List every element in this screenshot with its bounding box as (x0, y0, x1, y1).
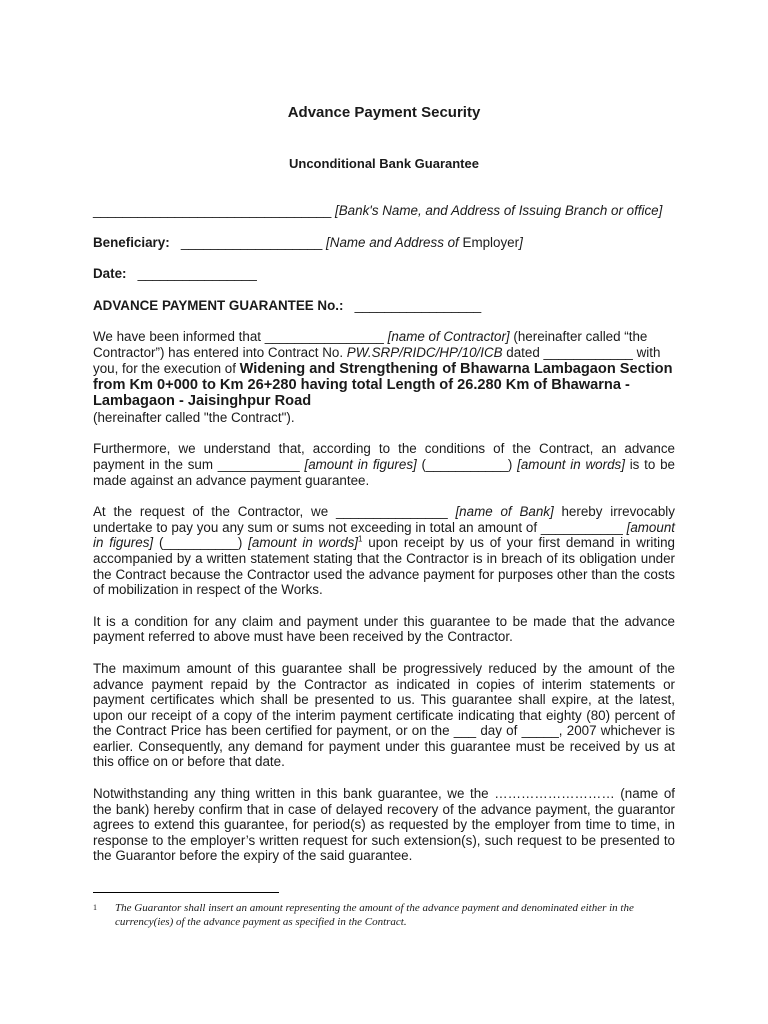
beneficiary-blank: ___________________ (169, 234, 327, 250)
para3-bank-hint: [name of Bank] (455, 504, 554, 520)
para2-text-2: (___________) (416, 456, 518, 472)
para3-text-5: upon receipt by us of your first demand in writing accompanied by a written statement stating that the Contractor is in breach of its obligation under the Contract because the Contractor used the advance payment for purposes other than the costs of mobilization in respect of the Works. (93, 535, 675, 598)
beneficiary-hint-end: ] (519, 234, 523, 250)
document-body (93, 203, 675, 880)
para1-text-3: dated ____________ with you, for the execution of (93, 344, 661, 376)
beneficiary-label: Beneficiary: (93, 234, 170, 250)
para2-figures-hint: [amount in figures] (304, 456, 417, 472)
footnote (93, 901, 675, 929)
guarantee-number-blank: _________________ (343, 297, 482, 313)
paragraph-request (93, 504, 675, 598)
para1-project-name: Widening and Strengthening of Bhawarna Lambagaon Section from Km 0+000 to Km 26+280 having total Length of 26.280 Km of Bhawarna - Lambagaon - Jaisinghpur Road (93, 360, 673, 410)
paragraph-notwithstanding: Notwithstanding any thing written in this bank guarantee, we the ……………………… (name of the bank) hereby confirm that in case of delayed recovery of the advance payment, the guarantor agrees to extend this guarantee, for period(s) as requested by the employer from time to time, in response to the employer’s written request for such extension(s), such request to be presented to the Guarantor before the expiry of the said guarantee. (93, 786, 675, 864)
para2-text-3: is to be made against an advance payment guarantee. (93, 456, 675, 488)
paragraph-condition: It is a condition for any claim and payment under this guarantee to be made that the advance payment referred to above must have been received by the Contractor. (93, 613, 675, 645)
beneficiary-hint-employer: Employer (462, 234, 520, 250)
para3-text-4: ) (237, 535, 249, 551)
para3-text-3: ( (153, 535, 164, 551)
bank-name-blank: ________________________________ (93, 203, 332, 218)
para3-text-1: At the request of the Contractor, we _______________ (93, 504, 456, 520)
paragraph-informed (93, 329, 675, 425)
date-line (93, 266, 675, 282)
para3-blank: __________ (163, 535, 238, 551)
footnote-reference: 1 (358, 534, 363, 544)
beneficiary-line (93, 235, 675, 251)
footnote-number: 1 (93, 903, 97, 912)
para3-figures-hint: [amount in figures] (93, 519, 675, 551)
bank-name-hint: [Bank's Name, and Address of Issuing Branch or office] (331, 203, 663, 218)
para3-words-hint: [amount in words] (248, 535, 358, 551)
beneficiary-hint: [Name and Address of (326, 234, 463, 250)
para2-words-hint: [amount in words] (517, 456, 625, 472)
para1-text-2: (hereinafter called “the Contractor”) has entered into Contract No. (93, 329, 648, 360)
footnote-text: The Guarantor shall insert an amount representing the amount of the advance payment and denominated either in the currency(ies) of the advance payment as specified in the Contract. (115, 902, 634, 928)
bank-name-line (93, 203, 675, 219)
guarantee-number-label: ADVANCE PAYMENT GUARANTEE No.: (93, 297, 344, 313)
document-title: Advance Payment Security (287, 104, 481, 121)
para2-text-1: Furthermore, we understand that, according to the conditions of the Contract, an advance payment in the sum ___________ (93, 441, 675, 472)
para1-text-4: (hereinafter called "the Contract"). (93, 409, 295, 425)
date-label: Date: (93, 266, 127, 282)
document-subtitle: Unconditional Bank Guarantee (289, 156, 479, 171)
para1-contractor-hint: [name of Contractor] (387, 329, 510, 345)
guarantee-number-line (93, 298, 675, 314)
footnote-divider (93, 892, 279, 893)
paragraph-furthermore (93, 441, 675, 488)
paragraph-maximum-amount: The maximum amount of this guarantee shall be progressively reduced by the amount of the advance payment repaid by the Contractor as indicated in copies of interim statements or payment certificates which shall be presented to us. This guarantee shall expire, at the latest, upon our receipt of a copy of the interim payment certificate indicating that eighty (80) percent of the Contract Price has been certified for payment, or on the ___ day of _____, 2007 whichever is earlier. Consequently, any demand for payment under this guarantee must be received by us at this office on or before that date. (93, 660, 675, 770)
para3-text-2: hereby irrevocably undertake to pay you any sum or sums not exceeding in total an amount of ___________ (93, 504, 675, 535)
para1-contract-number: PW.SRP/RIDC/HP/10/ICB (346, 344, 503, 360)
date-blank: ________________ (126, 266, 257, 282)
para1-text-1: We have been informed that ________________ (93, 329, 388, 345)
